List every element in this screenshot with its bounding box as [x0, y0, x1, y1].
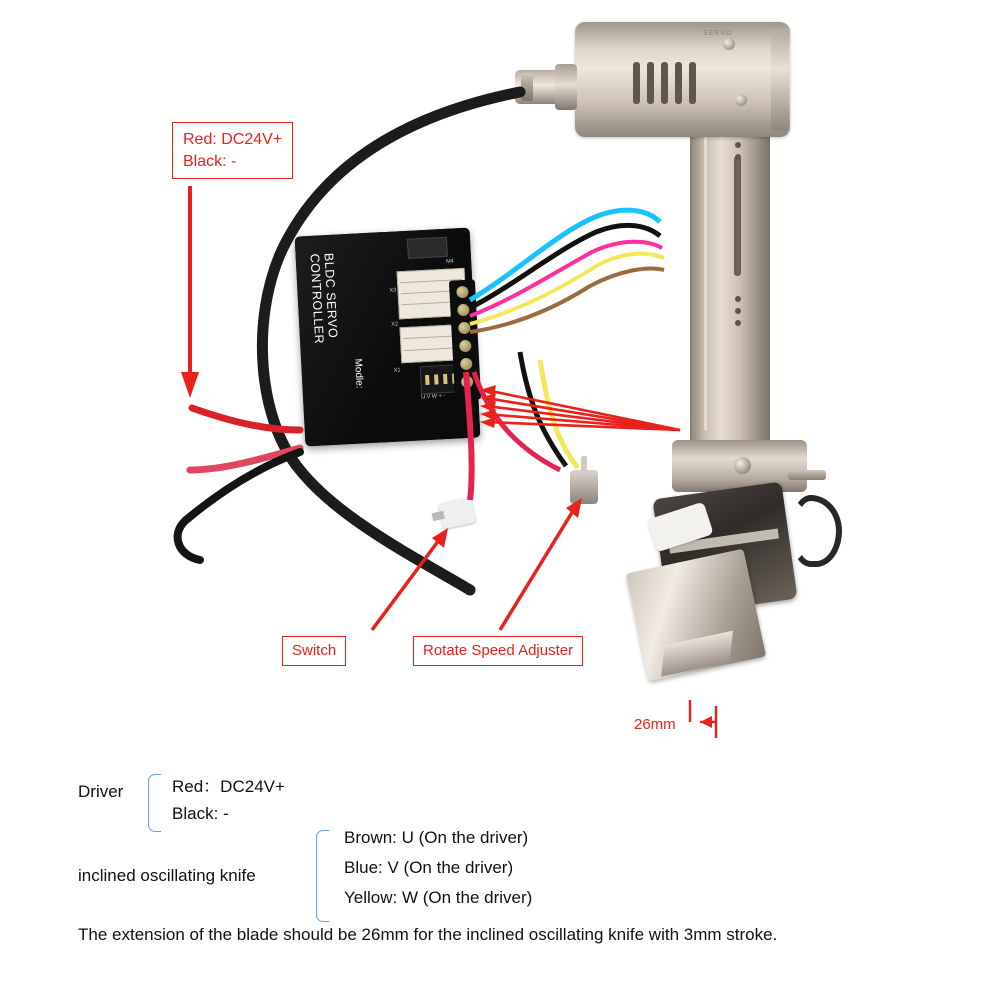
dimension-arrow [690, 700, 716, 738]
legend-knife-line-3: Yellow: W (On the driver) [344, 888, 533, 907]
red-lead-to-switch [466, 372, 472, 500]
legend-driver-line-2: Black: - [172, 804, 229, 823]
controller-model-label: Modle: [352, 358, 365, 389]
speed-callout-arrow [500, 498, 582, 630]
callout-power-line1: Red: DC24V+ [183, 131, 283, 148]
power-callout-arrow [181, 186, 199, 398]
black-sleeve-cable [262, 92, 520, 590]
legend-knife-brace [316, 830, 329, 922]
terminal-fan-arrows [486, 390, 680, 430]
callout-power-line2: Black: - [183, 152, 237, 170]
legend-block [0, 760, 1000, 1000]
legend-driver-line-1: Red：DC24V+ [172, 777, 285, 796]
terminal-label-x2: X2 [391, 321, 399, 328]
legend-knife-label: inclined oscillating knife [78, 866, 256, 885]
pin-label-row: U V W + - [421, 393, 446, 401]
legend-driver-label: Driver [78, 782, 124, 801]
callout-switch: Switch [282, 636, 346, 666]
legend-knife-line-1: Brown: U (On the driver) [344, 828, 529, 847]
legend-knife-line-2: Blue: V (On the driver) [344, 858, 514, 877]
dimension-arrowhead [700, 716, 712, 728]
footer-note: The extension of the blade should be 26mm for the inclined oscillating knife with 3mm stroke. [78, 925, 778, 944]
controller-brand-label: BLDC SERVO CONTROLLER [307, 252, 340, 345]
terminal-label-x1: X1 [393, 367, 401, 374]
legend-driver-brace [148, 774, 161, 832]
red-power-wire [192, 408, 300, 430]
callout-rotate-speed-adjuster: Rotate Speed Adjuster [413, 636, 583, 666]
motor-brand-text: SERVO [703, 30, 733, 37]
callout-power [172, 122, 293, 179]
dimension-label: 26mm [634, 716, 676, 733]
terminal-label-x3: X3 [389, 287, 397, 294]
terminal-label-m4: M4 [445, 258, 454, 265]
